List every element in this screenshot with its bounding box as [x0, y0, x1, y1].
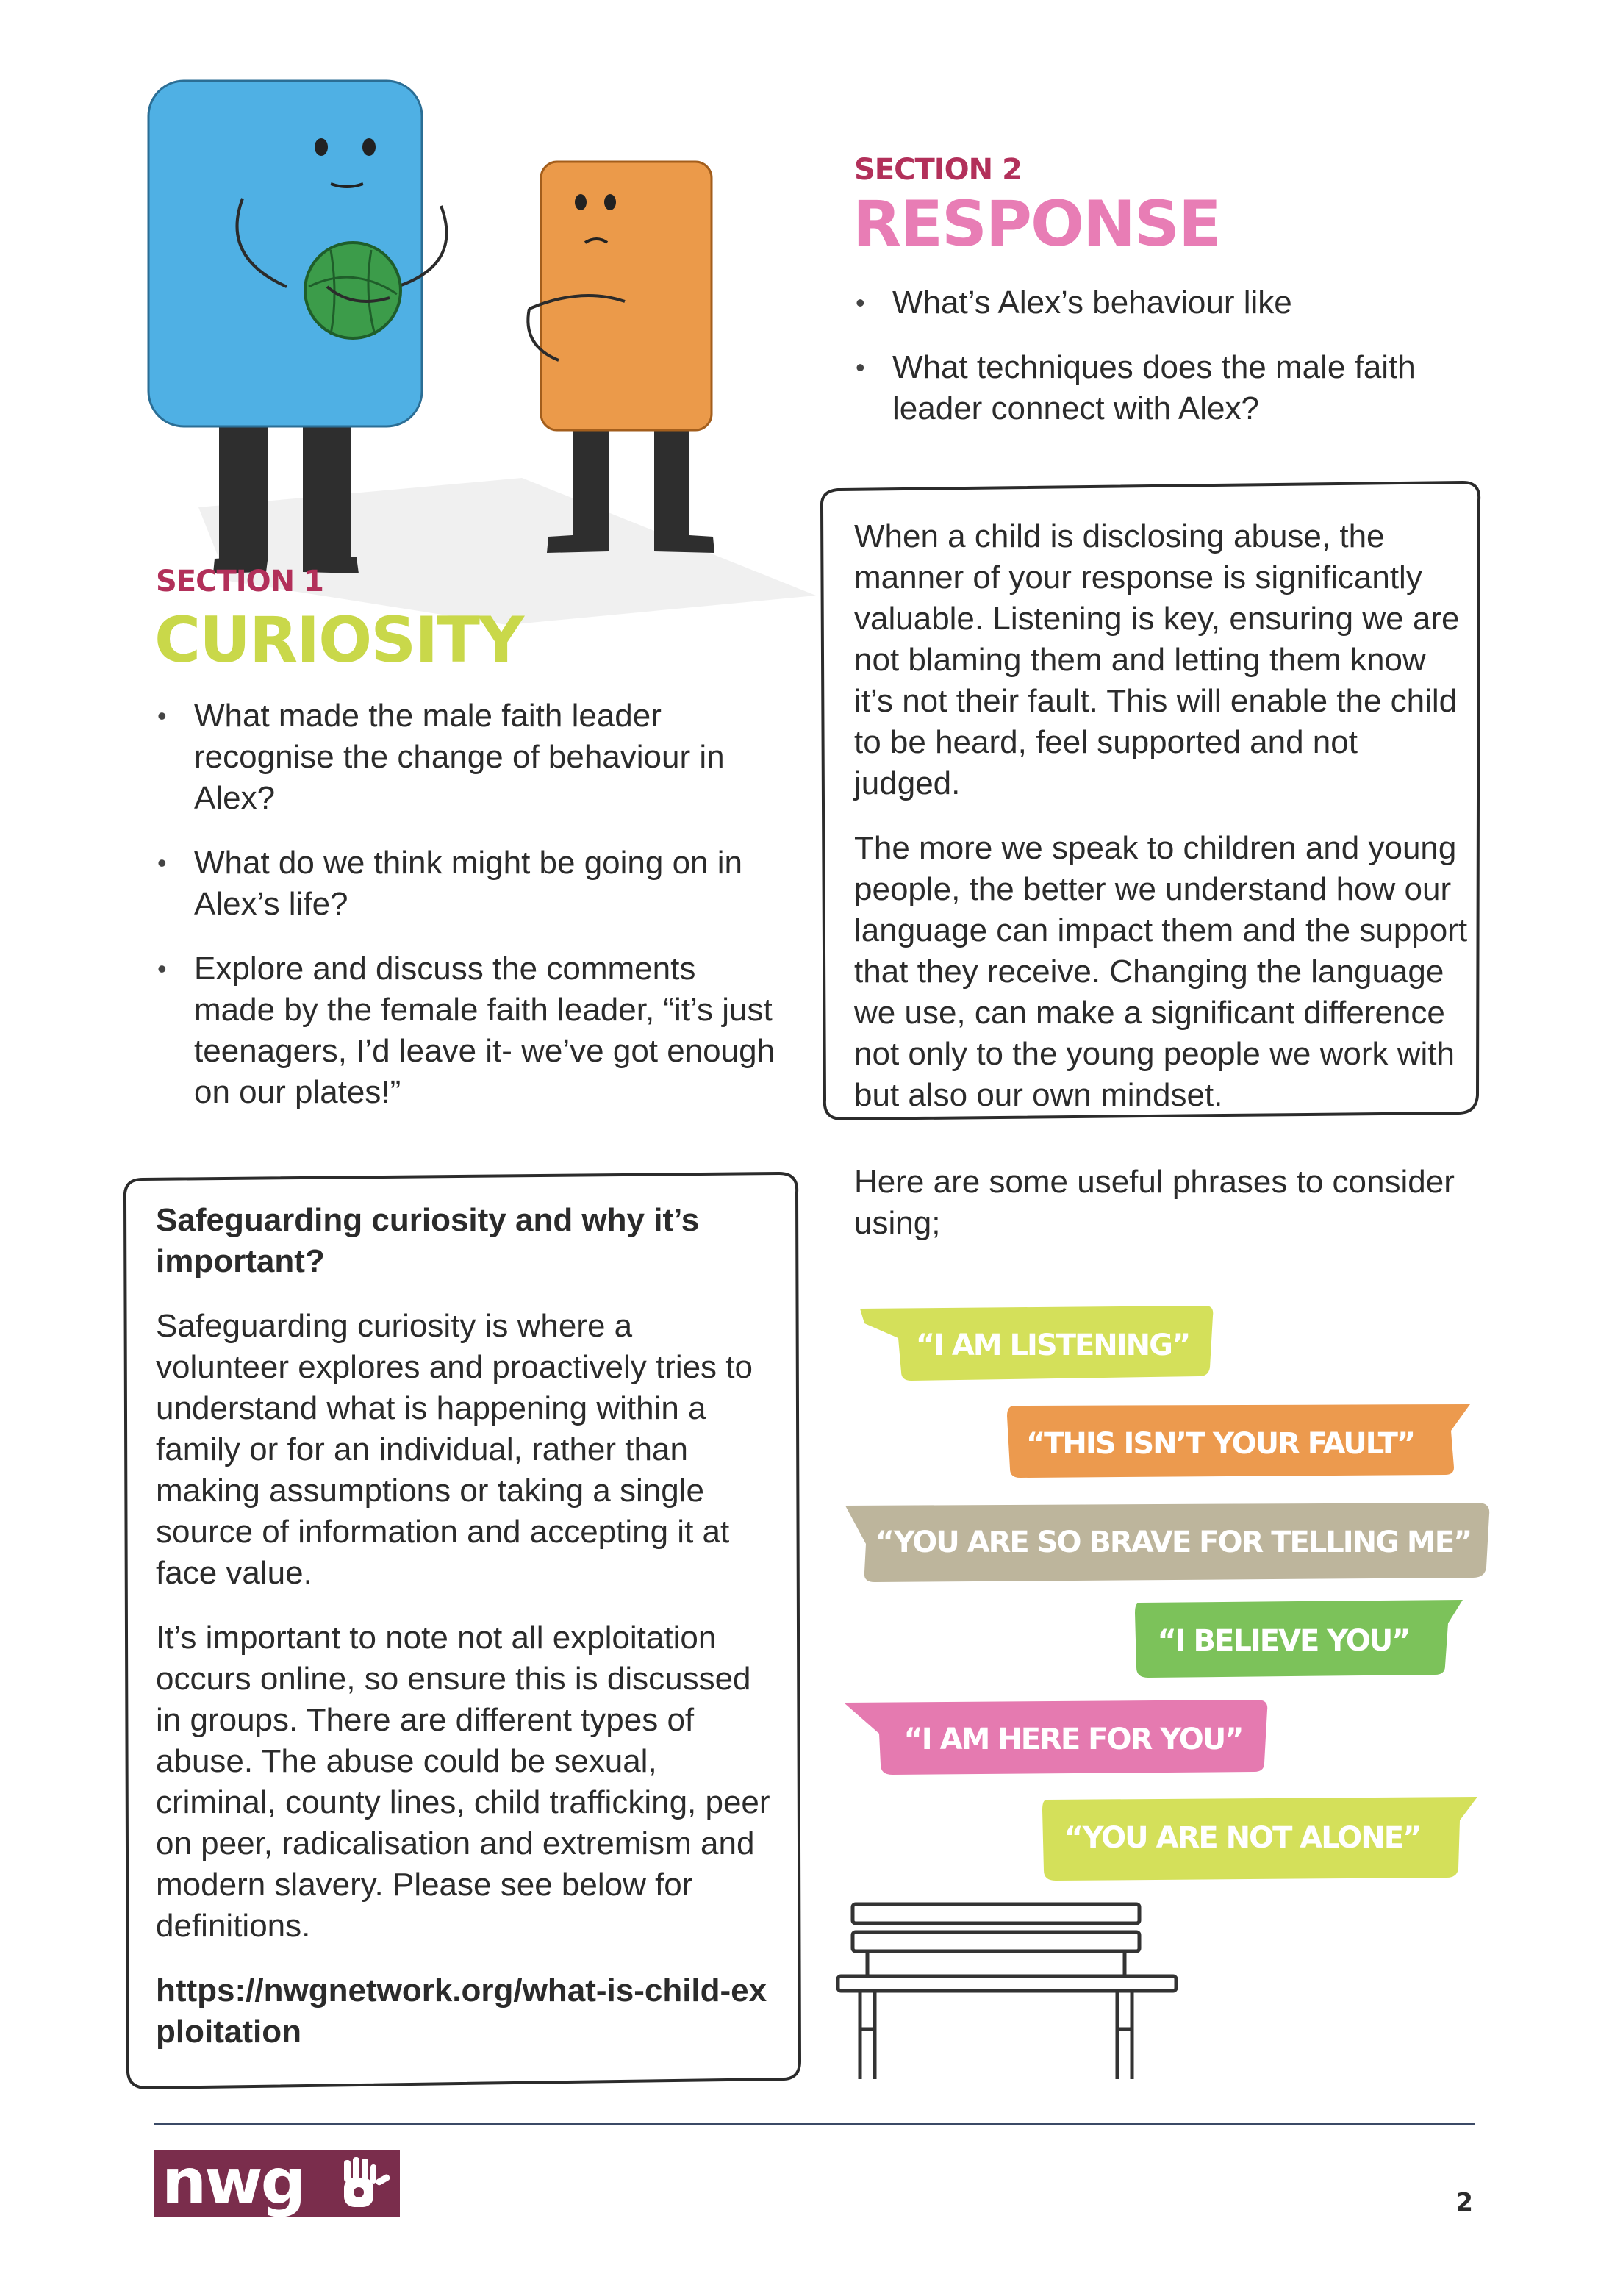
hand-print-icon	[334, 2156, 393, 2211]
characters-illustration	[110, 66, 845, 625]
phrase-this-isnt-your-fault: “THIS ISN’T YOUR FAULT”	[1025, 1427, 1415, 1461]
section-1-questions	[156, 695, 781, 1137]
phrase-you-are-so-brave: “YOU ARE SO BRAVE FOR TELLING ME”	[875, 1526, 1472, 1559]
safeguarding-heading: Safeguarding curiosity and why it’s important?	[156, 1202, 700, 1279]
list-item: • What’s Alex’s behaviour like	[854, 282, 1486, 323]
bench-icon	[831, 1897, 1183, 2088]
section-2-title: RESPONSE	[853, 187, 1220, 261]
phrase-i-am-listening: “I AM LISTENING”	[915, 1328, 1190, 1362]
safeguarding-paragraph: It’s important to note not all exploitation occurs online, so ensure this is discussed in groups. There are different types of abuse. The abuse could be sexual, criminal, county lines, child trafficking, peer on peer, radicalisation and extremism and modern slavery. Please see below for definitions.	[156, 1620, 770, 1944]
section-1-title: CURIOSITY	[154, 604, 523, 677]
list-item: • What made the male faith leader recognise the change of behaviour in Alex?	[156, 695, 781, 819]
list-item: • Explore and discuss the comments made by the female faith leader, “it’s just teenagers, I’d leave it- we’ve got enough on our plates!”	[156, 948, 781, 1113]
phrases-intro: Here are some useful phrases to consider using;	[854, 1164, 1455, 1241]
exploitation-link[interactable]: https://nwgnetwork.org/what-is-child-exploitation	[156, 1973, 767, 2050]
section-2-questions	[854, 282, 1486, 453]
nwg-logo	[154, 2145, 400, 2219]
section-1-kicker: SECTION 1	[156, 565, 323, 598]
safeguarding-box	[156, 1200, 773, 2076]
safeguarding-paragraph: Safeguarding curiosity is where a volunteer explores and proactively tries to understand what is happening within a family or for an individual, rather than making assumptions or taking a single source of information and accepting it at face value.	[156, 1308, 753, 1591]
nwg-logo-text: nwg	[162, 2145, 304, 2219]
page-number: 2	[1455, 2188, 1473, 2217]
phrase-i-am-here-for-you: “I AM HERE FOR YOU”	[903, 1723, 1243, 1756]
section-2-kicker: SECTION 2	[854, 153, 1022, 187]
response-paragraph: When a child is disclosing abuse, the manner of your response is significantly valuable. Listening is key, ensuring we are not blaming them and letting them know it’s not their fault. This will enable the child to be heard, feel supported and not judged.	[854, 518, 1460, 801]
list-item: • What do we think might be going on in Alex’s life?	[156, 843, 781, 925]
response-box	[854, 516, 1472, 1140]
response-paragraph: The more we speak to children and young people, the better we understand how our language can impact them and the support that they receive. Changing the language we use, can make a significant difference not only to the young people we work with but also our own mindset.	[854, 830, 1468, 1113]
phrase-i-believe-you: “I BELIEVE YOU”	[1157, 1624, 1410, 1658]
speech-bubbles	[831, 1294, 1522, 1882]
list-item: • What techniques does the male faith leader connect with Alex?	[854, 347, 1486, 429]
footer-rule	[154, 2123, 1475, 2125]
phrase-you-are-not-alone: “YOU ARE NOT ALONE”	[1064, 1821, 1421, 1855]
